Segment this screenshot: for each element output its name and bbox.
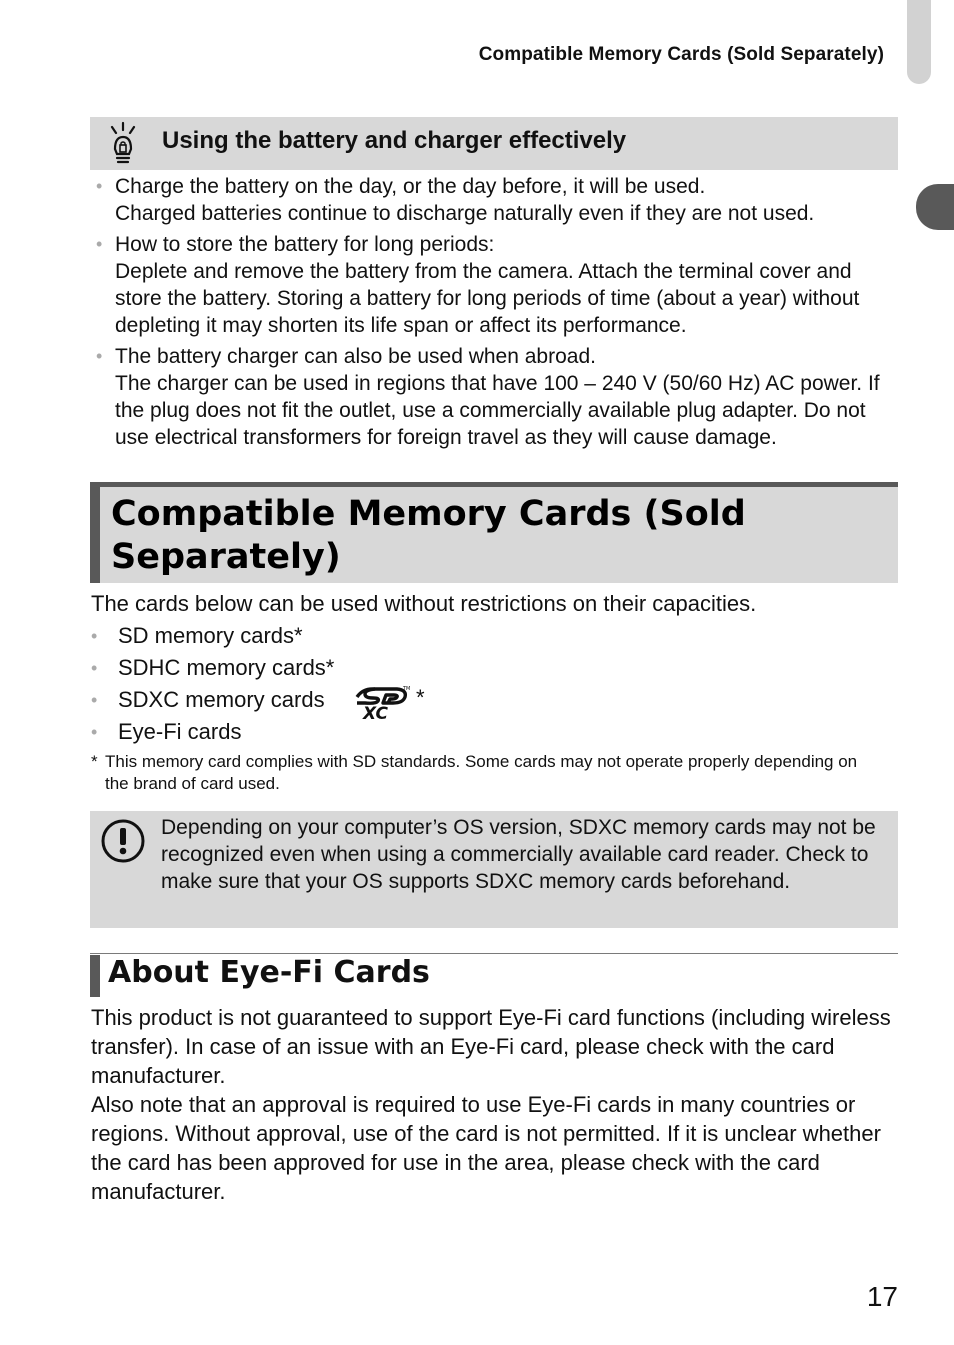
card-label: SD memory cards* — [118, 623, 303, 648]
tip-bullet-lead: The battery charger can also be used when abroad. — [115, 345, 596, 368]
paragraph: This product is not guaranteed to support Eye-Fi card functions (including wireless transfer). In case of an issue with an Eye-Fi card, please check with the card manufacturer. — [91, 1005, 891, 1088]
caution-box — [90, 811, 898, 928]
exclamation-caution-icon — [100, 818, 146, 869]
card-label: SDXC memory cards — [118, 687, 325, 712]
bullet-dot: • — [96, 346, 103, 366]
tip-bullet-detail: The charger can be used in regions that have 100 – 240 V (50/60 Hz) AC power. If the plug does not fit the outlet, use a commercially available plug adapter. Do not use electrical transformers for foreign travel as they will cause damage. — [115, 372, 880, 449]
footnote-text: This memory card complies with SD standards. Some cards may not operate properly depending on the brand of card used. — [105, 752, 858, 793]
bullet-dot: • — [96, 176, 103, 196]
page-number: 17 — [866, 1281, 898, 1312]
paragraph: Also note that an approval is required to use Eye-Fi cards in many countries or regions. Without approval, use of the card is not permitted. If it is unclear whether the card has been approved for use in the area, please check with the card manufacturer. — [91, 1092, 881, 1204]
lightbulb-tip-icon — [106, 121, 140, 172]
svg-text:TM: TM — [403, 686, 411, 692]
section-heading — [90, 482, 898, 583]
card-label: Eye-Fi cards — [118, 719, 242, 744]
caution-text: Depending on your computer’s OS version, SDXC memory cards may not be recognized even when using a commercially available card reader. Check to make sure that your OS supports SDXC memory cards beforehand. — [161, 816, 876, 893]
chapter-tab — [916, 184, 954, 230]
subsection-title: About Eye-Fi Cards — [108, 955, 430, 990]
bullet-dot: • — [91, 658, 98, 678]
section-intro: The cards below can be used without restrictions on their capacities. — [91, 591, 757, 616]
bullet-dot: • — [91, 690, 98, 710]
heading-accent-bar — [90, 487, 100, 583]
subheading-accent-bar — [90, 955, 100, 997]
running-header: Compatible Memory Cards (Sold Separately) — [478, 44, 884, 65]
tip-bullet-detail: Deplete and remove the battery from the camera. Attach the terminal cover and store the battery. Storing a battery for long periods of time (about a year) without depleting it may shorten its life span or affect its performance. — [115, 260, 860, 337]
sdxc-asterisk: * — [416, 685, 425, 710]
tip-bullet-detail: Charged batteries continue to discharge naturally even if they are not used. — [115, 202, 815, 225]
bullet-dot: • — [96, 234, 103, 254]
sdxc-logo-icon — [353, 685, 411, 728]
bullet-dot: • — [91, 626, 98, 646]
section-title: Compatible Memory Cards (Sold Separately) — [111, 494, 746, 577]
card-label: SDHC memory cards* — [118, 655, 335, 680]
tip-title: Using the battery and charger effectively — [162, 127, 627, 154]
tip-bullet-lead: Charge the battery on the day, or the day before, it will be used. — [115, 175, 706, 198]
edge-tab-top — [907, 0, 931, 84]
tip-bullet-lead: How to store the battery for long periods: — [115, 233, 495, 256]
tip-header — [90, 117, 898, 170]
footnote-mark: * — [91, 752, 98, 771]
svg-text:XC: XC — [363, 704, 388, 721]
eyefi-body — [91, 1003, 899, 1206]
bullet-dot: • — [91, 722, 98, 742]
